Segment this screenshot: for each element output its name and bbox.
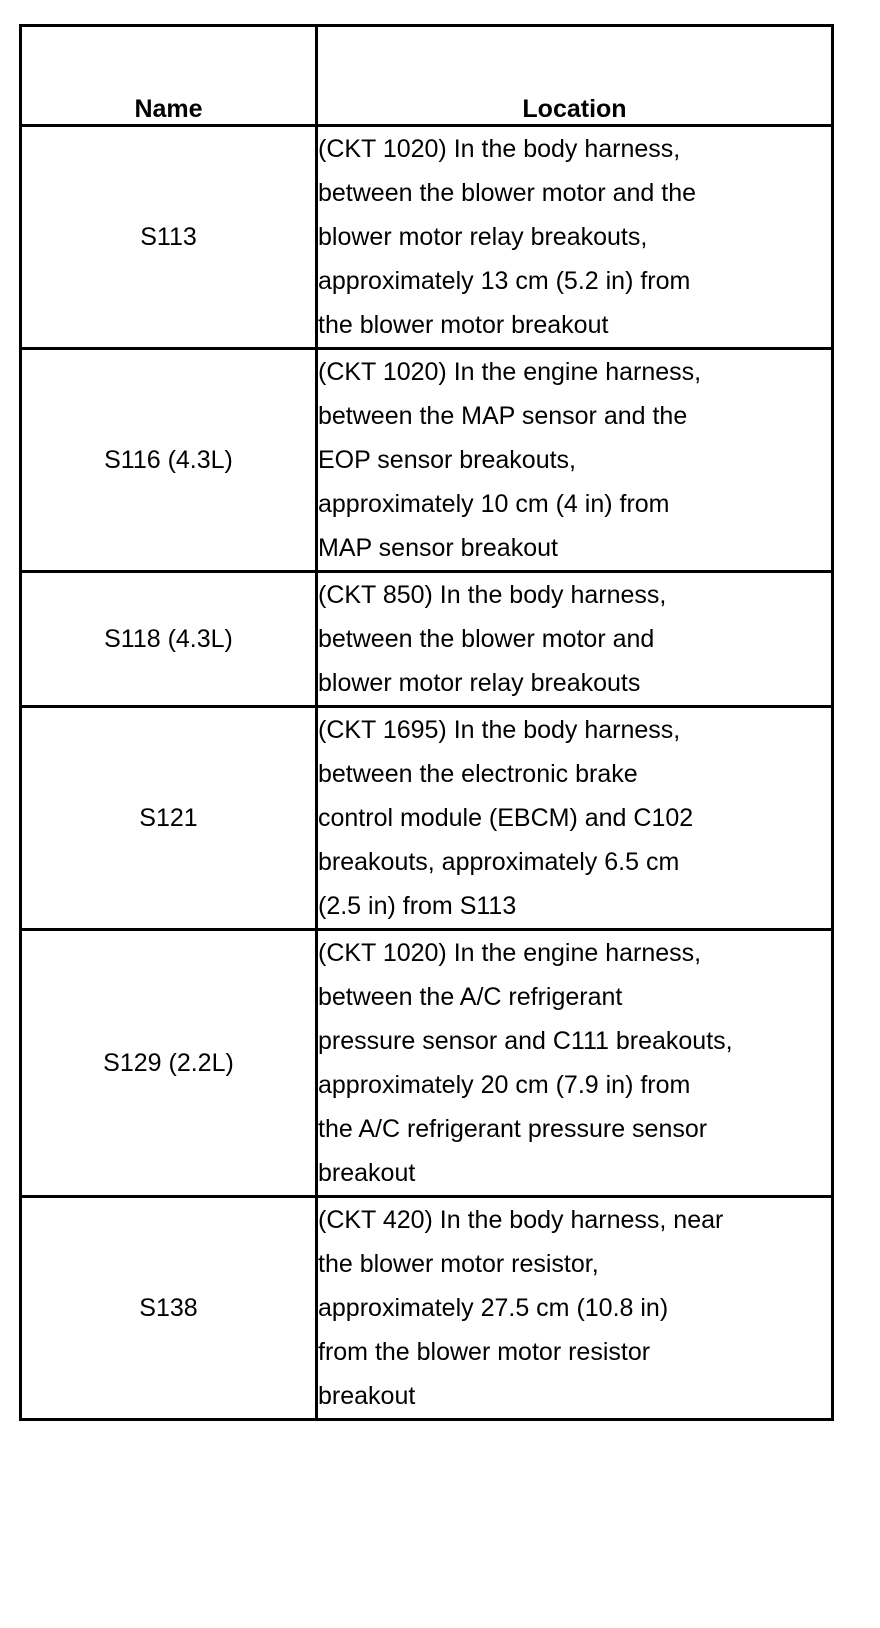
splice-name-cell: S113 <box>21 126 317 349</box>
table-header <box>21 26 833 126</box>
splice-name-cell: S129 (2.2L) <box>21 930 317 1197</box>
location-text-line: (CKT 1695) In the body harness, <box>318 716 681 744</box>
location-text-line: between the electronic brake <box>318 760 638 788</box>
location-text-line: between the MAP sensor and the <box>318 402 688 430</box>
splice-location-cell <box>317 349 833 572</box>
table-row <box>21 349 833 572</box>
location-text-line: (2.5 in) from S113 <box>318 892 517 920</box>
location-text-line: EOP sensor breakouts, <box>318 446 577 474</box>
splice-location-cell <box>317 707 833 930</box>
location-text-line: (CKT 850) In the body harness, <box>318 581 667 609</box>
location-text-line: pressure sensor and C111 breakouts, <box>318 1027 733 1055</box>
location-text-line: breakout <box>318 1159 416 1187</box>
location-text-line: from the blower motor resistor <box>318 1338 651 1366</box>
location-text-line: the A/C refrigerant pressure sensor <box>318 1115 708 1143</box>
header-row <box>21 26 833 126</box>
location-text-line: MAP sensor breakout <box>318 534 558 562</box>
column-header-location: Location <box>317 26 833 126</box>
table-row <box>21 1197 833 1420</box>
splice-location-cell <box>317 930 833 1197</box>
location-text-line: (CKT 1020) In the body harness, <box>318 135 681 163</box>
location-text-line: between the A/C refrigerant <box>318 983 623 1011</box>
location-text-line: blower motor relay breakouts <box>318 669 641 697</box>
splice-name-cell: S118 (4.3L) <box>21 572 317 707</box>
location-text-line: the blower motor breakout <box>318 311 609 339</box>
location-text-line: approximately 10 cm (4 in) from <box>318 490 670 518</box>
location-text-line: breakout <box>318 1382 416 1410</box>
splice-location-cell <box>317 1197 833 1420</box>
table-row <box>21 930 833 1197</box>
splice-name-cell: S138 <box>21 1197 317 1420</box>
location-text-line: (CKT 420) In the body harness, near <box>318 1206 724 1234</box>
table-body <box>21 126 833 1420</box>
splice-location-cell <box>317 126 833 349</box>
table-row <box>21 572 833 707</box>
location-text-line: approximately 27.5 cm (10.8 in) <box>318 1294 669 1322</box>
location-text-line: (CKT 1020) In the engine harness, <box>318 939 702 967</box>
location-text-line: blower motor relay breakouts, <box>318 223 648 251</box>
location-text-line: (CKT 1020) In the engine harness, <box>318 358 702 386</box>
table-row <box>21 126 833 349</box>
location-text-line: the blower motor resistor, <box>318 1250 599 1278</box>
splice-name-cell: S116 (4.3L) <box>21 349 317 572</box>
splice-name-cell: S121 <box>21 707 317 930</box>
location-text-line: approximately 20 cm (7.9 in) from <box>318 1071 691 1099</box>
location-text-line: approximately 13 cm (5.2 in) from <box>318 267 691 295</box>
column-header-name: Name <box>21 26 317 126</box>
location-text-line: breakouts, approximately 6.5 cm <box>318 848 680 876</box>
location-text-line: between the blower motor and the <box>318 179 697 207</box>
splice-location-table <box>19 24 834 1421</box>
location-text-line: control module (EBCM) and C102 <box>318 804 694 832</box>
location-text-line: between the blower motor and <box>318 625 655 653</box>
splice-location-cell <box>317 572 833 707</box>
table-row <box>21 707 833 930</box>
